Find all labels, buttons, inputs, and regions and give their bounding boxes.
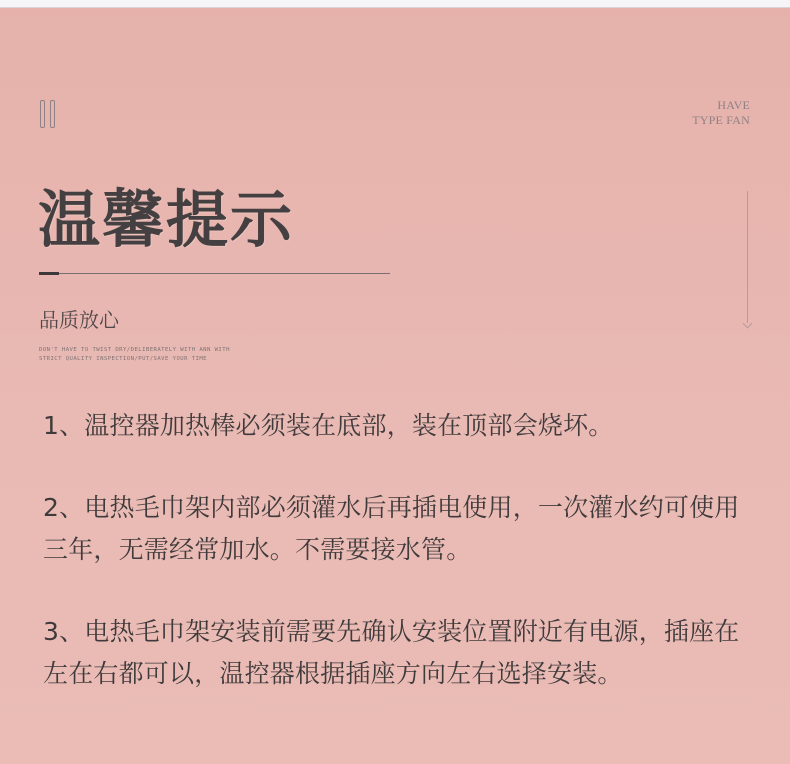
brand-line-2: TYPE FAN — [692, 113, 750, 127]
english-caption-line-2: STRICT QUALITY INSPECTION/PUT/SAVE YOUR TIME — [39, 356, 207, 362]
brand-line-1: HAVE — [717, 98, 750, 112]
title-divider-accent — [39, 272, 59, 275]
bar-right — [50, 100, 55, 128]
title-divider — [39, 273, 390, 274]
tips-list — [43, 405, 763, 695]
tip-item-1: 1、温控器加热棒必须装在底部，装在顶部会烧坏。 — [43, 411, 614, 440]
brand-mark — [692, 98, 750, 128]
subtitle: 品质放心 — [39, 308, 119, 332]
double-bar-icon — [40, 100, 60, 128]
top-strip — [0, 0, 790, 8]
bar-left — [40, 100, 45, 128]
english-caption — [39, 346, 230, 364]
english-caption-line-1: DON'T HAVE TO TWIST DRY/DELIBERATELY WITH ANN WITH — [39, 347, 230, 353]
arrow-tip-icon — [743, 319, 753, 329]
vertical-arrow-line-icon — [747, 191, 748, 323]
page-title: 温馨提示 — [38, 183, 295, 256]
tip-item-3: 3、电热毛巾架安装前需要先确认安装位置附近有电源，插座在左在右都可以，温控器根据插座方向左右选择安装。 — [43, 617, 740, 688]
tip-item-2: 2、电热毛巾架内部必须灌水后再插电使用，一次灌水约可使用三年，无需经常加水。不需要接水管。 — [43, 493, 740, 564]
